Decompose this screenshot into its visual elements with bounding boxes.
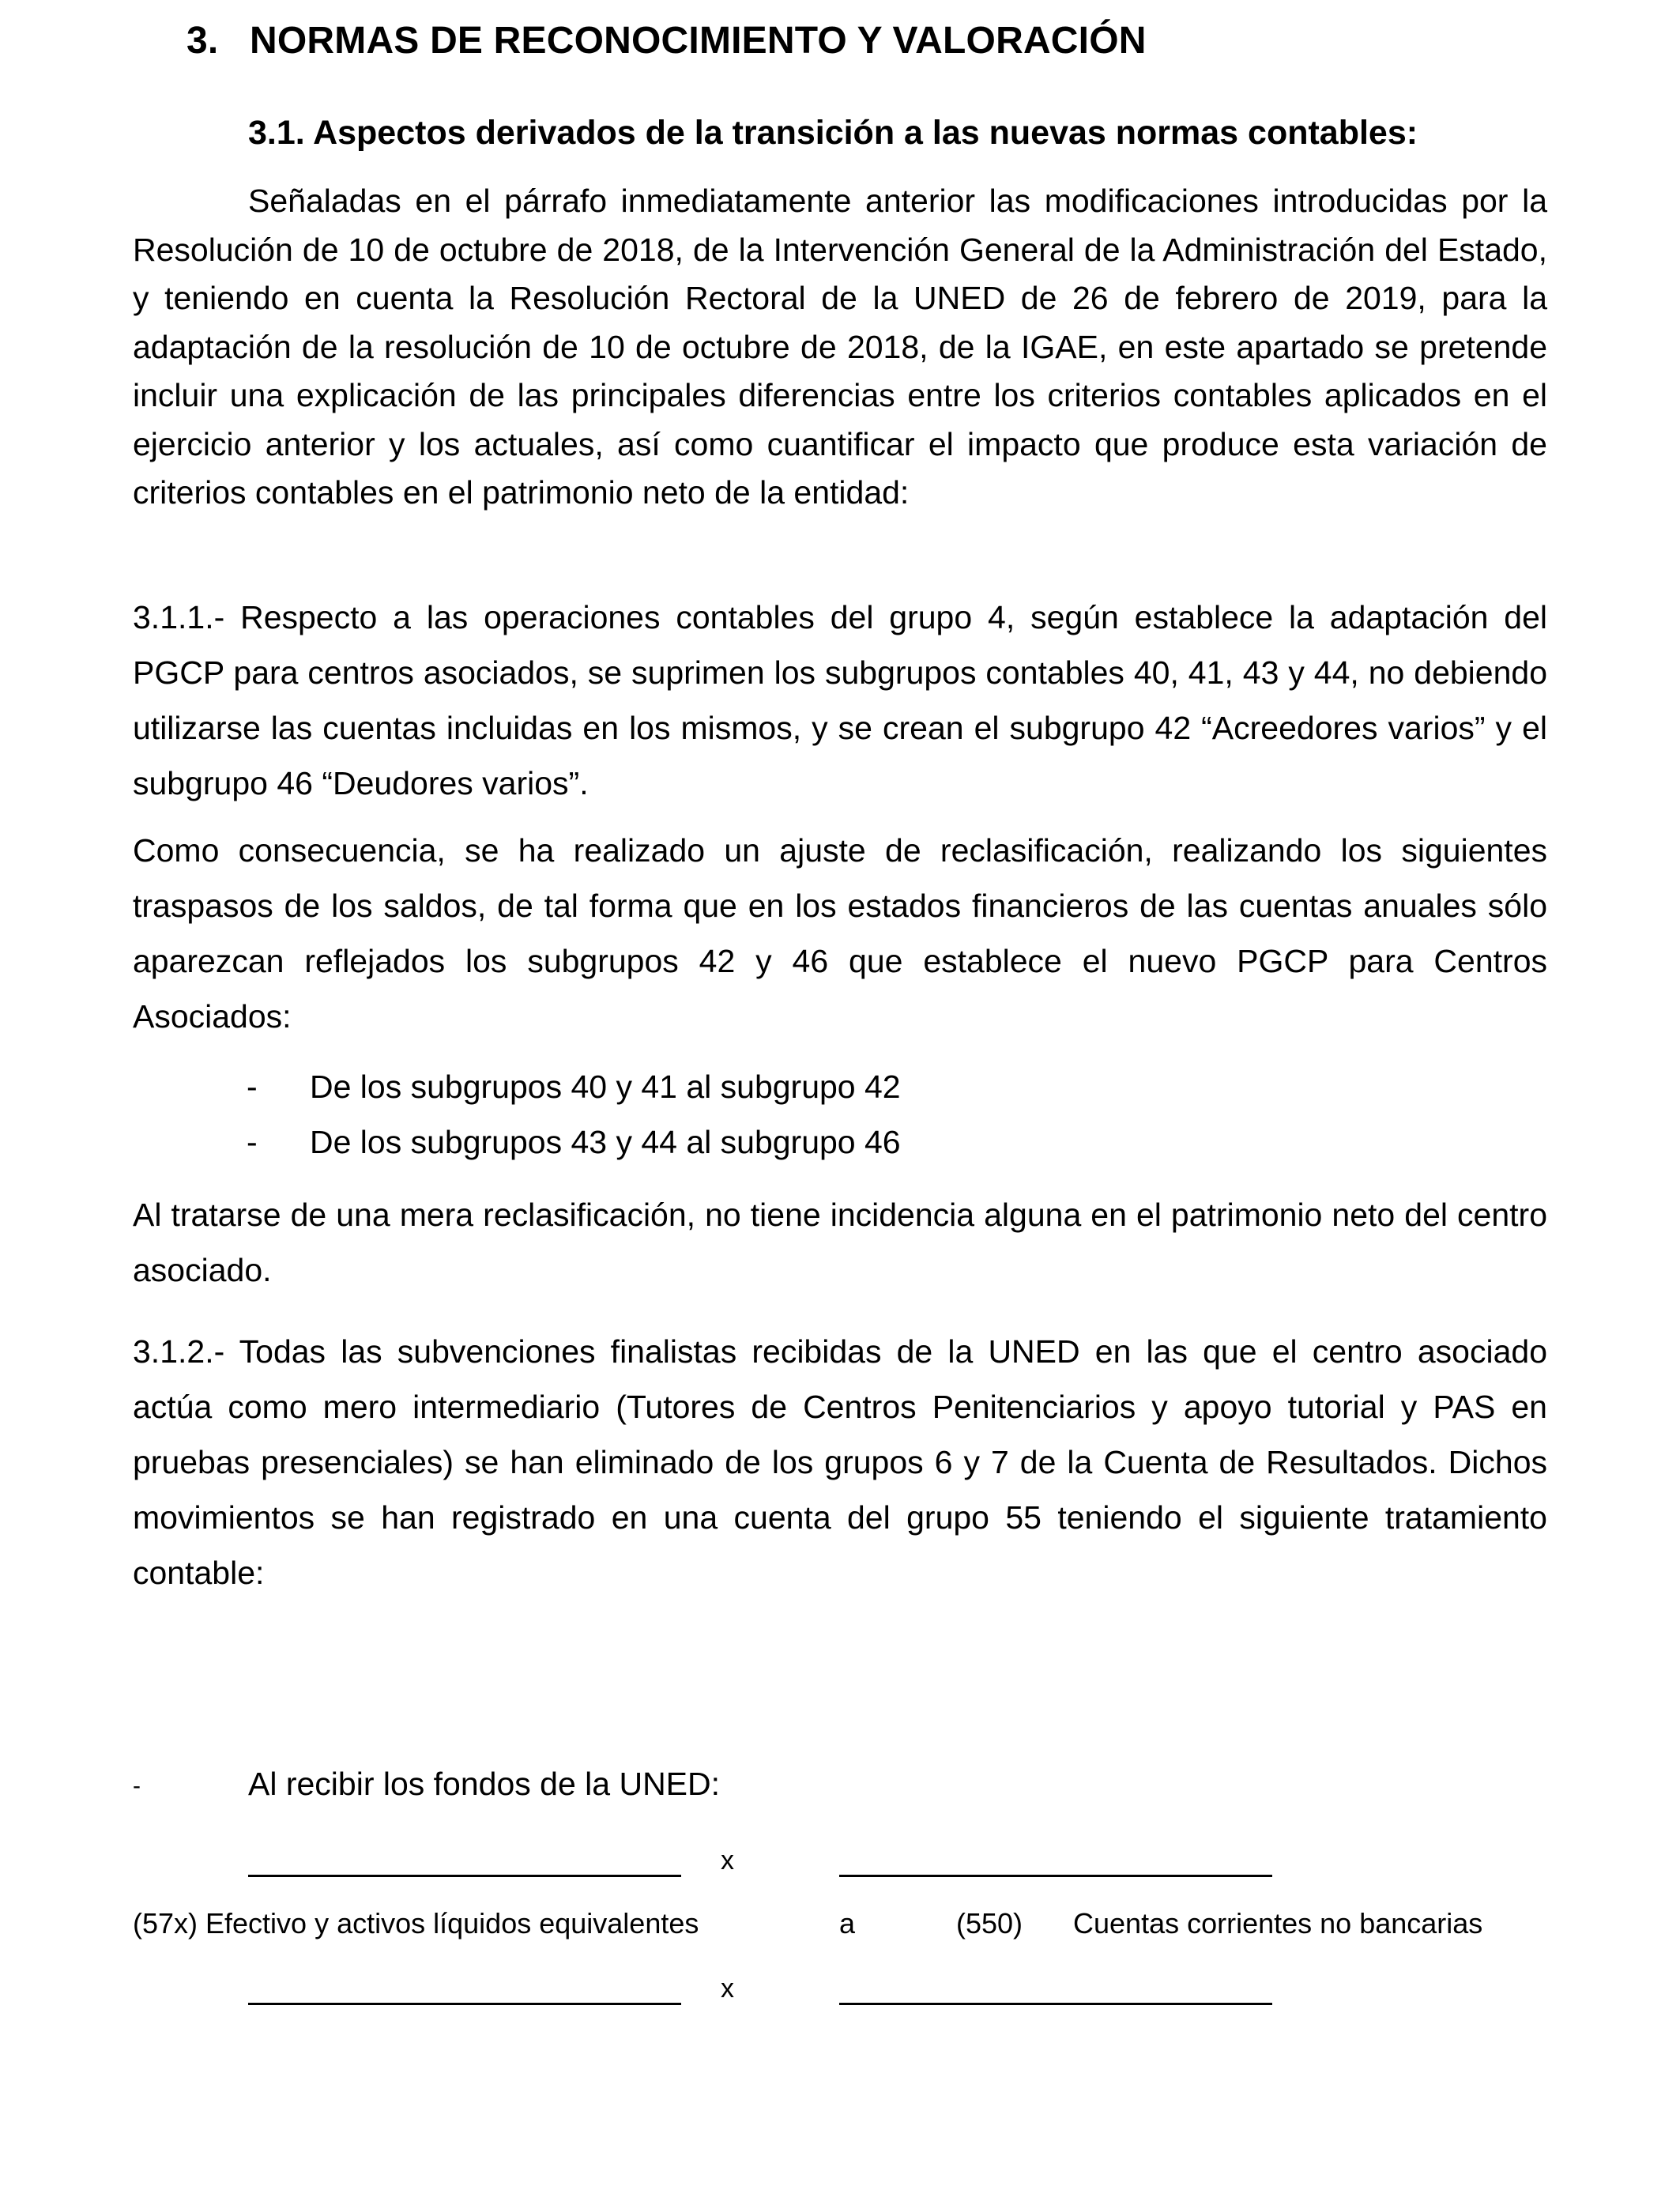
receive-dash: - xyxy=(133,1773,141,1799)
section-title: NORMAS DE RECONOCIMIENTO Y VALORACIÓN xyxy=(250,20,1147,62)
list-item xyxy=(247,1059,901,1114)
reclassification-paragraph: Al tratarse de una mera reclasificación, no tiene incidencia alguna en el patrimonio neto del centro asociado. xyxy=(133,1197,1547,1288)
journal-debit-account: (57x) Efectivo y activos líquidos equivalentes xyxy=(133,1907,699,1940)
journal-top-right-rule xyxy=(839,1875,1272,1877)
list-item xyxy=(247,1114,901,1170)
subsection-heading: 3.1. Aspectos derivados de la transición a las nuevas normas contables: xyxy=(248,114,1418,152)
journal-credit-code: (550) xyxy=(956,1907,1023,1940)
receive-funds-label: Al recibir los fondos de la UNED: xyxy=(248,1766,721,1802)
list-item-text: De los subgrupos 43 y 44 al subgrupo 46 xyxy=(310,1124,901,1160)
journal-top-left-rule xyxy=(248,1875,681,1877)
journal-connector: a xyxy=(839,1907,856,1940)
list-dash: - xyxy=(247,1124,258,1160)
paragraph-3-1-2: 3.1.2.- Todas las subvenciones finalistas recibidas de la UNED en las que el centro asociado actúa como mero intermediario (Tutores de Centros Penitenciarios y apoyo tutorial y PAS en pruebas presenciales) se han eliminado de los grupos 6 y 7 de la Cuenta de Resultados. Dichos movimientos se han registrado en una cuenta del grupo 55 teniendo el siguiente tratamiento contable: xyxy=(133,1333,1547,1591)
consequence-paragraph: Como consecuencia, se ha realizado un ajuste de reclasificación, realizando los siguientes traspasos de los saldos, de tal forma que en los estados financieros de las cuentas anuales sólo aparezcan reflejados los subgrupos 42 y 46 que establece el nuevo PGCP para Centros Asociados: xyxy=(133,832,1547,1035)
list-dash: - xyxy=(247,1069,258,1105)
journal-credit-account: Cuentas corrientes no bancarias xyxy=(1073,1907,1483,1940)
journal-bottom-mark: x xyxy=(721,1973,734,2004)
intro-paragraph: Señaladas en el párrafo inmediatamente anterior las modificaciones introducidas por la Resolución de 10 de octubre de 2018, de la Intervención General de la Administración del Estado, y teniendo en cuenta la Resolución Rectoral de la UNED de 26 de febrero de 2019, para la adaptación de la resolución de 10 de octubre de 2018, de la IGAE, en este apartado se pretende incluir una explicación de las principales diferencias entre los criterios contables aplicados en el ejercicio anterior y los actuales, así como cuantificar el impacto que produce esta variación de criterios contables en el patrimonio neto de la entidad: xyxy=(133,183,1547,511)
journal-bottom-right-rule xyxy=(839,2003,1272,2005)
paragraph-3-1-1: 3.1.1.- Respecto a las operaciones contables del grupo 4, según establece la adaptación del PGCP para centros asociados, se suprimen los subgrupos contables 40, 41, 43 y 44, no debiendo utilizarse las cuentas incluidas en los mismos, y se crean el subgrupo 42 “Acreedores varios” y el subgrupo 46 “Deudores varios”. xyxy=(133,599,1547,801)
transfer-list xyxy=(247,1059,901,1170)
section-heading xyxy=(186,13,1147,70)
section-number: 3. xyxy=(186,20,219,62)
journal-top-mark: x xyxy=(721,1845,734,1875)
journal-bottom-left-rule xyxy=(248,2003,681,2005)
list-item-text: De los subgrupos 40 y 41 al subgrupo 42 xyxy=(310,1069,901,1105)
